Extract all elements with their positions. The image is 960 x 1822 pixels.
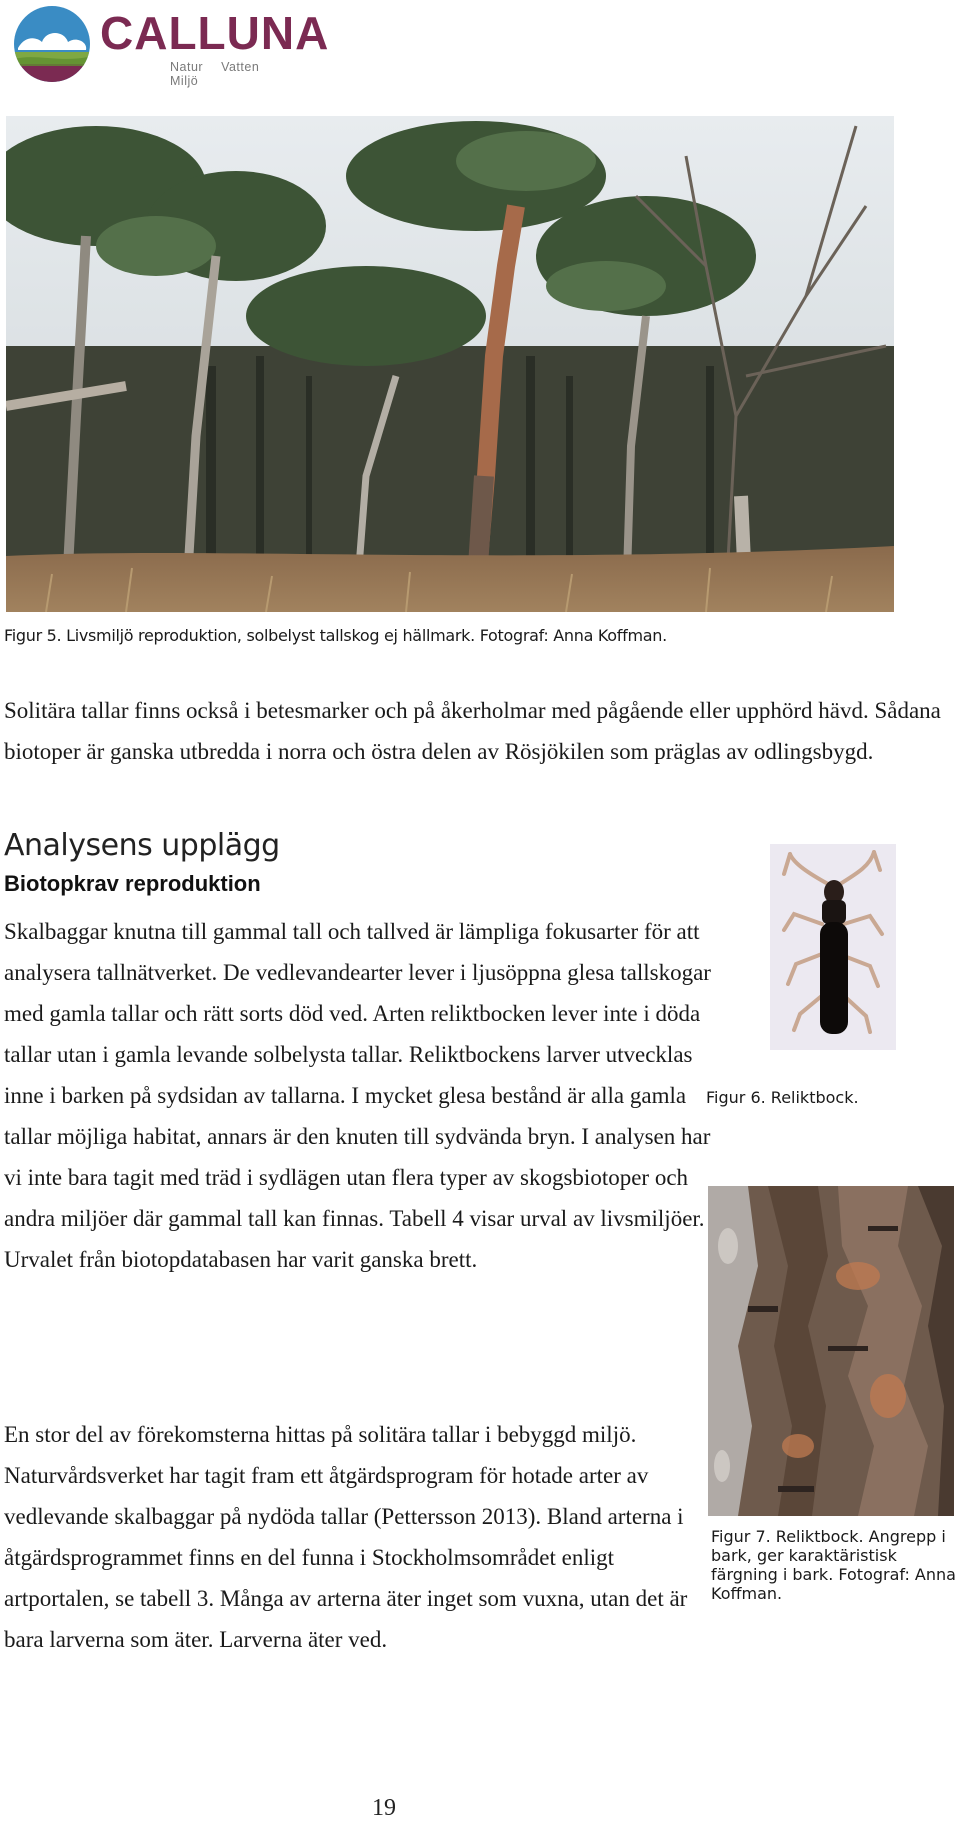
figure6-caption: Figur 6. Reliktbock. — [706, 1088, 859, 1107]
logo-wordmark: CALLUNA — [100, 7, 330, 59]
section-heading: Analysens upplägg — [4, 828, 280, 863]
logo-tagline — [170, 60, 312, 88]
paragraph-habitat-requirements: Skalbaggar knutna till gammal tall och tallved är lämpliga fokusarter för att analysera tallnätverket. De vedlevandearter lever i ljusöppna glesa tallskogar med gamla tallar och rätt sorts död ved. Arten reliktbocken lever inte i döda tallar utan i gamla levande solbelysta tallar. Reliktbockens larver utvecklas inne i barken på sydsidan av tallarna. I mycket glesa bestånd är alla gamla tallar möjliga habitat, annars är den knuten till sydvända bryn. I analysen har vi inte bara tagit med träd i sydlägen utan flera typer av skogsbiotoper och andra miljöer där gammal tall kan finnas. Tabell 4 visar urval av livsmiljöer. Urvalet från biotopdatabasen har varit ganska brett. — [4, 919, 711, 1272]
beetle-photo — [770, 844, 896, 1050]
calluna-logo-icon — [12, 4, 92, 84]
paragraph-solitary-pines: Solitära tallar finns också i betesmarker och på åkerholmar med pågående eller upphörd hävd. Sådana biotoper är ganska utbredda i norra och östra delen av Rösjökilen som präglas av odlingsbygd. — [4, 698, 941, 764]
logo-tagline-vatten: Vatten — [221, 60, 260, 74]
logo-tagline-miljo: Miljö — [170, 74, 199, 88]
subsection-heading: Biotopkrav reproduktion — [4, 871, 261, 896]
paragraph-occurrences: En stor del av förekomsterna hittas på solitära tallar i bebyggd miljö. Naturvårdsverket har tagit fram ett åtgärdsprogram för hotade arter av vedlevande skalbaggar på nydöda tallar (Pettersson 2013). Bland arterna i åtgärdsprogrammet finns en del funna i Stockholmsområdet enligt artportalen, se tabell 3. Många av arterna äter inget som vuxna, utan det är bara larverna som äter. Larverna äter ved. — [4, 1422, 688, 1652]
page-number: 19 — [372, 1795, 396, 1821]
figure7-caption: Figur 7. Reliktbock. Angrepp i bark, ger karaktäristisk färgning i bark. Fotograf: Anna Koffman. — [711, 1527, 956, 1603]
bark-photo — [708, 1186, 954, 1516]
logo-tagline-natur: Natur — [170, 60, 204, 74]
figure5-caption: Figur 5. Livsmiljö reproduktion, solbelyst tallskog ej hällmark. Fotograf: Anna Koffman. — [4, 626, 667, 645]
forest-photo — [6, 116, 894, 612]
calluna-logo — [12, 4, 330, 88]
